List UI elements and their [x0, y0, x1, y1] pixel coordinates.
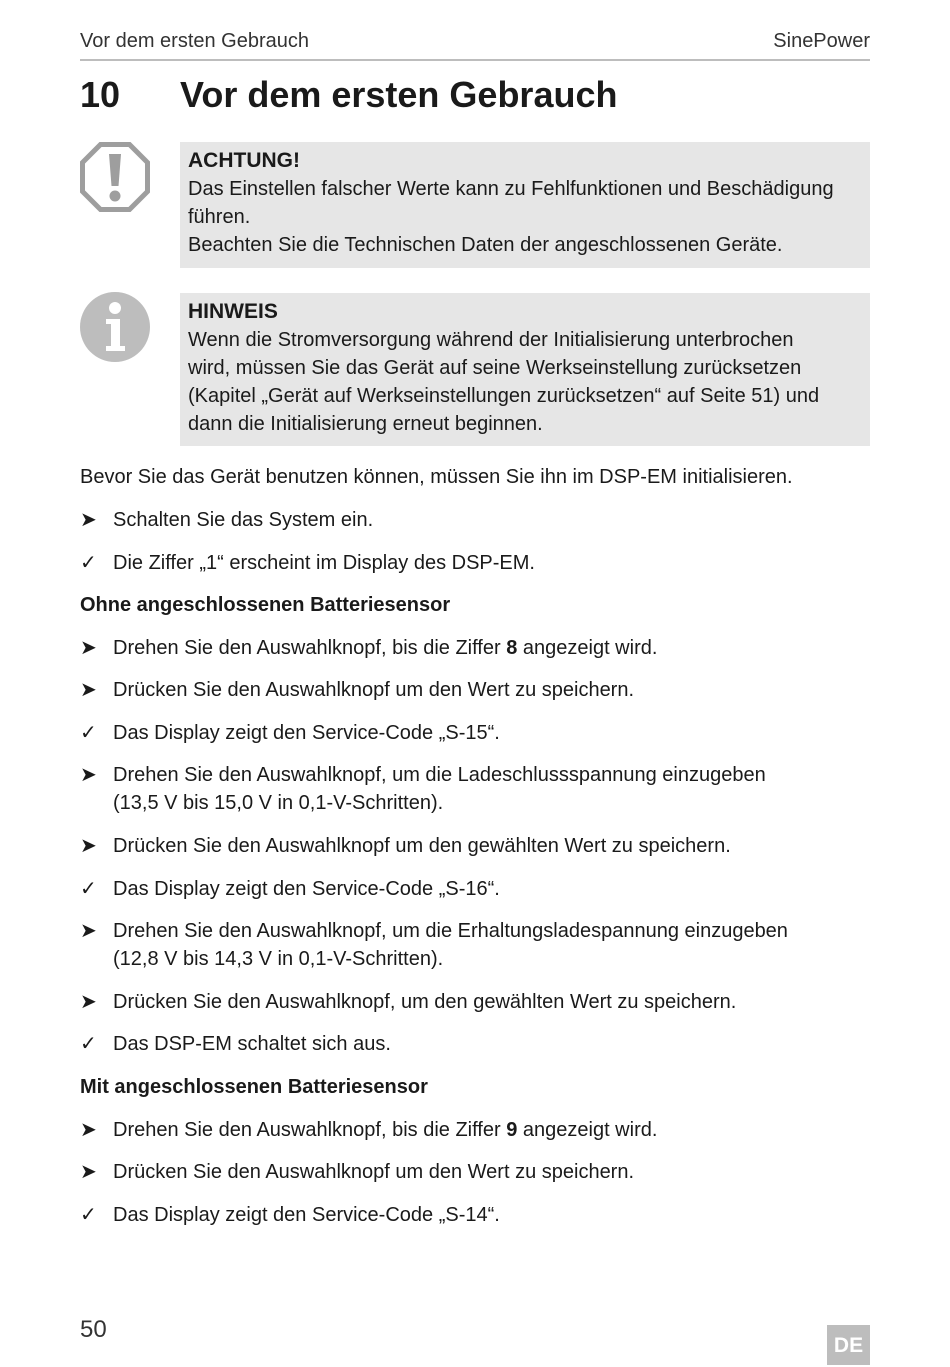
action-step — [80, 917, 870, 973]
checkmark-icon: ✓ — [80, 722, 97, 744]
page-number: 50 — [80, 1316, 107, 1343]
action-step — [80, 634, 870, 662]
step-text: Drücken Sie den Auswahlknopf um den gewählten Wert zu speichern. — [113, 835, 731, 857]
arrow-marker-icon: ➤ — [80, 679, 97, 701]
running-header-product: SinePower — [773, 30, 870, 52]
result-step — [80, 1201, 870, 1229]
warning-text-line: Das Einstellen falscher Werte kann zu Fehlfunktionen und Beschädigung — [188, 178, 834, 200]
section-heading-without-sensor: Ohne angeschlossenen Batteriesensor — [80, 594, 451, 616]
intro-paragraph: Bevor Sie das Gerät benutzen können, müssen Sie ihn im DSP-EM initialisieren. — [80, 466, 793, 488]
note-text-line: wird, müssen Sie das Gerät auf seine Werkseinstellung zurücksetzen — [188, 357, 802, 379]
arrow-marker-icon: ➤ — [80, 1119, 97, 1141]
arrow-marker-icon: ➤ — [80, 509, 97, 531]
running-header-title: Vor dem ersten Gebrauch — [80, 30, 310, 52]
note-title: HINWEIS — [188, 300, 278, 323]
chapter-number: 10 — [80, 74, 121, 115]
action-step — [80, 832, 870, 860]
action-step — [80, 1116, 870, 1144]
note-text-line: dann die Initialisierung erneut beginnen. — [188, 413, 543, 435]
step-text — [113, 1116, 870, 1144]
arrow-marker-icon: ➤ — [80, 835, 97, 857]
step-text-line: (12,8 V bis 14,3 V in 0,1-V-Schritten). — [113, 948, 444, 970]
action-step — [80, 988, 870, 1016]
step-text: Das Display zeigt den Service-Code „S-14“. — [113, 1204, 500, 1226]
arrow-marker-icon: ➤ — [80, 764, 97, 786]
action-step — [80, 761, 870, 817]
step-text-line: (13,5 V bis 15,0 V in 0,1-V-Schritten). — [113, 792, 444, 814]
step-text: Das Display zeigt den Service-Code „S-15“. — [113, 722, 500, 744]
action-step — [80, 1158, 870, 1186]
arrow-marker-icon: ➤ — [80, 991, 97, 1013]
step-text: Drücken Sie den Auswahlknopf um den Wert zu speichern. — [113, 679, 635, 701]
step-text: Das DSP-EM schaltet sich aus. — [113, 1033, 391, 1055]
step-text: Das Display zeigt den Service-Code „S-16“. — [113, 878, 500, 900]
action-step — [80, 506, 870, 534]
note-text-line: (Kapitel „Gerät auf Werkseinstellungen zurücksetzen“ auf Seite 51) und — [188, 385, 820, 407]
step-text-line: Drehen Sie den Auswahlknopf, um die Erhaltungsladespannung einzugeben — [113, 920, 788, 942]
arrow-marker-icon: ➤ — [80, 920, 97, 942]
info-icon — [80, 292, 150, 362]
header-rule — [80, 59, 870, 61]
chapter-heading — [80, 74, 617, 116]
digit-value: 8 — [506, 637, 518, 659]
warning-text-line: führen. — [188, 206, 251, 228]
result-step — [80, 549, 870, 577]
step-text-line: Drehen Sie den Auswahlknopf, um die Ladeschlussspannung einzugeben — [113, 764, 766, 786]
checkmark-icon: ✓ — [80, 1033, 97, 1055]
step-text — [113, 634, 870, 662]
result-step — [80, 1030, 870, 1058]
result-step — [80, 875, 870, 903]
note-box — [180, 293, 870, 446]
arrow-marker-icon: ➤ — [80, 1161, 97, 1183]
warning-title: ACHTUNG! — [188, 149, 300, 172]
action-step — [80, 676, 870, 704]
step-text: Drücken Sie den Auswahlknopf um den Wert zu speichern. — [113, 1161, 635, 1183]
checkmark-icon: ✓ — [80, 552, 97, 574]
step-text-part: angezeigt wird. — [517, 1119, 658, 1141]
digit-value: 9 — [506, 1119, 518, 1141]
step-text-part: Drehen Sie den Auswahlknopf, bis die Ziffer — [113, 637, 507, 659]
language-badge: DE — [827, 1325, 870, 1365]
checkmark-icon: ✓ — [80, 1204, 97, 1226]
step-text-part: angezeigt wird. — [517, 637, 658, 659]
warning-octagon-icon — [80, 142, 150, 212]
result-step — [80, 719, 870, 747]
section-heading-with-sensor: Mit angeschlossenen Batteriesensor — [80, 1076, 428, 1098]
step-text-part: Drehen Sie den Auswahlknopf, bis die Ziffer — [113, 1119, 507, 1141]
arrow-marker-icon: ➤ — [80, 637, 97, 659]
checkmark-icon: ✓ — [80, 878, 97, 900]
step-text: Schalten Sie das System ein. — [113, 509, 374, 531]
step-text: Drücken Sie den Auswahlknopf, um den gewählten Wert zu speichern. — [113, 991, 737, 1013]
warning-box — [180, 142, 870, 268]
step-text: Die Ziffer „1“ erscheint im Display des DSP-EM. — [113, 552, 535, 574]
note-text-line: Wenn die Stromversorgung während der Initialisierung unterbrochen — [188, 329, 794, 351]
chapter-title: Vor dem ersten Gebrauch — [180, 74, 618, 115]
warning-text-line: Beachten Sie die Technischen Daten der angeschlossenen Geräte. — [188, 234, 783, 256]
